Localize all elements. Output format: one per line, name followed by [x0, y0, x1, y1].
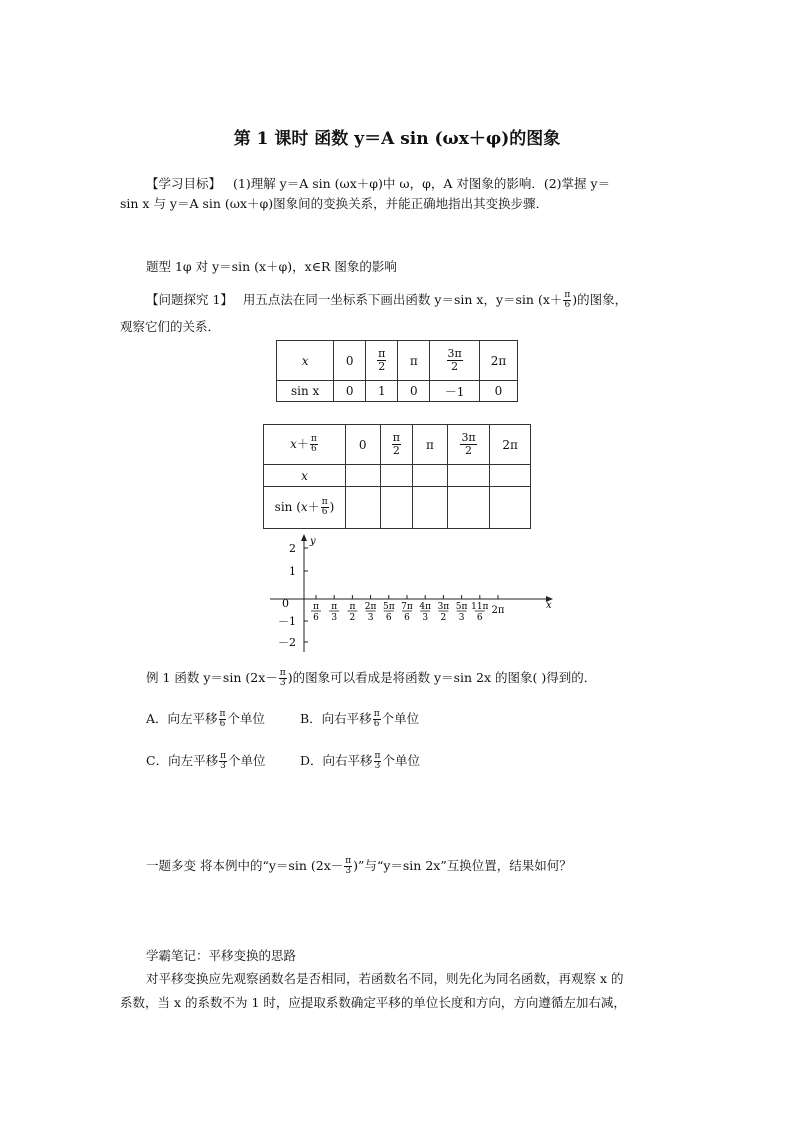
y-tick-label: 1: [289, 565, 296, 578]
table1-cell: 0: [398, 381, 430, 402]
svg-text:2: 2: [349, 613, 356, 623]
table2-cell: [490, 465, 531, 487]
table1-header-x: x: [277, 341, 334, 381]
y-tick-label: 2: [289, 542, 296, 555]
variant-question: 一题多变 将本例中的“y＝sin (2x－ $\frac{\pi}{3}$ )”与“y＝sin 2x”互换位置，结果如何？: [146, 856, 572, 876]
table2-cell: 0: [345, 425, 380, 465]
svg-text:2: 2: [440, 613, 447, 623]
table1-cell: －1: [430, 381, 480, 402]
table1-cell: $\frac{\pi}{2}$: [366, 341, 398, 381]
y-tick-label: 0: [282, 597, 289, 610]
notes-line-1: 对平移变换应先观察函数名是否相同，若函数名不同，则先化为同名函数，再观察 x 的: [146, 971, 624, 986]
notes-heading: 学霸笔记：平移变换的思路: [146, 948, 297, 963]
svg-text:3π: 3π: [437, 602, 450, 612]
learning-goal-label: 【学习目标】: [146, 176, 222, 191]
table2-cell: [380, 487, 413, 529]
table1-cell: 1: [366, 381, 398, 402]
svg-text:11π: 11π: [471, 602, 489, 612]
table-sin-x: [276, 340, 518, 402]
svg-text:3: 3: [367, 613, 374, 623]
table-sin-x-plus-pi-6: [263, 424, 531, 529]
table1-cell: $\frac{3\pi}{2}$: [430, 341, 480, 381]
problem-1-text-a: 用五点法在同一坐标系下画出函数 y＝sin x，y＝sin (x＋: [242, 292, 563, 307]
table2-cell: 2π: [490, 425, 531, 465]
x-tick-label: [365, 602, 377, 623]
option-d[interactable]: D．向右平移 $\frac{\pi}{3}$ 个单位: [300, 751, 420, 771]
svg-text:4π: 4π: [419, 602, 432, 612]
svg-text:3: 3: [458, 613, 465, 623]
x-tick-label: [492, 605, 505, 616]
table2-cell: [490, 487, 531, 529]
fraction-pi-over-3: $\frac{\pi}{3}$: [279, 668, 286, 688]
table2-cell: [413, 465, 448, 487]
learning-goal-text-1: (1)理解 y＝A sin (ωx＋φ)中 ω，φ，A 对图象的影响．(2)掌握 y＝: [233, 176, 611, 191]
svg-text:5π: 5π: [382, 602, 395, 612]
problem-1-text-b: )的图象，: [572, 292, 628, 307]
svg-text:6: 6: [404, 613, 410, 623]
example-1-text-b: )的图象可以看成是将函数 y＝sin 2x 的图象( )得到的．: [287, 670, 597, 685]
svg-text:6: 6: [313, 613, 319, 623]
svg-text:6: 6: [385, 613, 392, 623]
table1-cell: 0: [334, 341, 366, 381]
x-tick-label: [329, 602, 339, 623]
svg-text:3: 3: [331, 613, 338, 623]
svg-text:π: π: [349, 602, 356, 612]
table2-cell: $\frac{\pi}{2}$: [380, 425, 413, 465]
x-tick-label: [419, 602, 431, 623]
table2-cell: π: [413, 425, 448, 465]
y-tick-label: －2: [278, 636, 296, 649]
y-axis-arrow: [301, 534, 307, 541]
problem-1-line-1: [146, 291, 627, 310]
learning-goal-text-2: sin x 与 y＝A sin (ωx＋φ)图象间的变换关系，并能正确地指出其变换步骤．: [120, 196, 549, 211]
table2-cell: [413, 487, 448, 529]
table2-cell: [380, 465, 413, 487]
example-1-question: [146, 669, 596, 688]
x-tick-label: [383, 602, 395, 623]
table1-cell: 0: [334, 381, 366, 402]
svg-text:π: π: [313, 602, 319, 612]
x-tick-label: [401, 602, 413, 623]
x-tick-label: [471, 602, 488, 623]
y-axis-label: y: [310, 536, 316, 547]
svg-text:2π: 2π: [491, 605, 505, 616]
x-tick-label: [347, 602, 357, 623]
problem-1-label: 【问题探究 1】: [146, 292, 233, 307]
table2-header-x: x: [264, 465, 346, 487]
svg-text:2π: 2π: [364, 602, 377, 612]
x-tick-label: [456, 602, 468, 623]
learning-goal-line-1: [146, 175, 610, 193]
svg-text:7π: 7π: [401, 602, 413, 612]
table2-cell: [345, 465, 380, 487]
x-axis-label: x: [546, 600, 552, 611]
y-tick-label: －1: [278, 615, 296, 628]
table2-cell: $\frac{3\pi}{2}$: [447, 425, 490, 465]
table2-cell: [447, 465, 490, 487]
svg-text:3: 3: [422, 613, 429, 623]
option-c[interactable]: C．向左平移 $\frac{\pi}{3}$ 个单位: [146, 751, 266, 771]
svg-text:6: 6: [476, 613, 483, 623]
section-heading: 题型 1φ 对 y＝sin (x＋φ)，x∈R 图象的影响: [146, 259, 397, 274]
svg-text:π: π: [331, 602, 338, 612]
page-title: 第 1 课时 函数 y＝A sin (ωx＋φ)的图象: [233, 129, 561, 149]
x-tick-label: [311, 602, 321, 623]
table2-header-x-plus: x＋ $\frac{\pi}{6}$: [264, 425, 346, 465]
coordinate-axes: [270, 532, 570, 657]
table1-cell: 0: [479, 381, 517, 402]
table1-header-sinx: sin x: [277, 381, 334, 402]
example-1-text-a: 例 1 函数 y＝sin (2x－: [146, 670, 278, 685]
option-a[interactable]: A．向左平移 $\frac{\pi}{6}$ 个单位: [146, 709, 265, 729]
table1-cell: π: [398, 341, 430, 381]
table2-header-sin: sin (x＋ $\frac{\pi}{6}$ ): [264, 487, 346, 529]
option-b[interactable]: B．向右平移 $\frac{\pi}{6}$ 个单位: [300, 709, 420, 729]
table1-cell: 2π: [479, 341, 517, 381]
table2-cell: [447, 487, 490, 529]
notes-line-2: 系数，当 x 的系数不为 1 时，应提取系数确定平移的单位长度和方向，方向遵循左加右减，: [120, 995, 626, 1010]
problem-1-line-2: 观察它们的关系．: [120, 319, 221, 334]
table2-cell: [345, 487, 380, 529]
x-tick-label: [438, 602, 450, 623]
svg-text:5π: 5π: [455, 602, 468, 612]
fraction-pi-over-6: $\frac{\pi}{6}$: [564, 290, 571, 310]
